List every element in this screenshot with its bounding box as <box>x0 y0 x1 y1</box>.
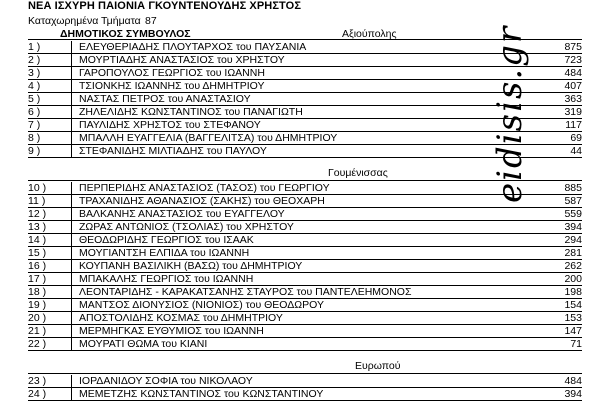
column-divider <box>71 221 72 233</box>
vote-count: 71 <box>570 338 582 350</box>
party-title: ΝΕΑ ΙΣΧΥΡΗ ΠΑΙΟΝΙΑ ΓΚΟΥΝΤΕΝΟΥΔΗΣ ΧΡΗΣΤΟΣ <box>28 0 302 12</box>
column-divider <box>71 41 72 53</box>
column-divider <box>71 145 72 157</box>
candidate-name: ΜΠΑΛΛΗ ΕΥΑΓΓΕΛΙΑ (ΒΑΓΓΕΛΙΤΣΑ) του ΔΗΜΗΤΡΙΟΥ <box>79 132 338 144</box>
column-divider <box>71 54 72 66</box>
column-divider <box>71 273 72 285</box>
column-divider <box>71 234 72 246</box>
row-number: 19 ) <box>28 299 47 311</box>
candidate-name: ΒΑΛΚΑΝΗΣ ΑΝΑΣΤΑΣΙΟΣ του ΕΥΑΓΓΕΛΟΥ <box>79 208 285 220</box>
column-divider <box>71 247 72 259</box>
vote-count: 198 <box>564 286 582 298</box>
row-number: 2 ) <box>28 54 41 66</box>
row-number: 21 ) <box>28 325 47 337</box>
table-row <box>28 388 582 401</box>
vote-count: 885 <box>564 182 582 194</box>
column-header: ΔΗΜΟΤΙΚΟΣ ΣΥΜΒΟΥΛΟΣ <box>60 28 191 40</box>
column-divider <box>71 260 72 272</box>
row-number: 14 ) <box>28 234 47 246</box>
table-row <box>28 208 582 221</box>
column-divider <box>71 208 72 220</box>
candidate-name: ΜΟΥΓΙΑΝΤΣΗ ΕΛΠΙΔΑ του ΙΩΑΝΝΗ <box>79 247 250 259</box>
column-divider <box>71 388 72 400</box>
vote-count: 281 <box>564 247 582 259</box>
vote-count: 294 <box>564 234 582 246</box>
row-number: 16 ) <box>28 260 47 272</box>
vote-count: 200 <box>564 273 582 285</box>
table-row <box>28 312 582 325</box>
vote-count: 484 <box>564 375 582 387</box>
column-divider <box>71 375 72 387</box>
candidate-name: ΑΠΟΣΤΟΛΙΔΗΣ ΚΟΣΜΑΣ του ΔΗΜΗΤΡΙΟΥ <box>79 312 283 324</box>
vote-count: 559 <box>564 208 582 220</box>
section-divider <box>28 373 582 374</box>
row-number: 5 ) <box>28 93 41 105</box>
municipality-heading-goumenissa: Γουμένισσας <box>328 167 388 179</box>
row-number: 23 ) <box>28 375 47 387</box>
registered-sections-line <box>28 15 157 27</box>
candidate-name: ΖΩΡΑΣ ΑΝΤΩΝΙΟΣ (ΤΣΟΛΙΑΣ) του ΧΡΗΣΤΟΥ <box>79 221 294 233</box>
vote-count: 484 <box>564 67 582 79</box>
table-row <box>28 247 582 260</box>
column-divider <box>71 286 72 298</box>
column-divider <box>71 67 72 79</box>
municipality-heading-evropos: Ευρωπού <box>355 360 401 372</box>
row-number: 18 ) <box>28 286 47 298</box>
column-divider <box>71 325 72 337</box>
candidate-name: ΘΕΟΔΩΡΙΔΗΣ ΓΕΩΡΓΙΟΣ του ΙΣΑΑΚ <box>79 234 254 246</box>
table-row <box>28 286 582 299</box>
vote-count: 154 <box>564 299 582 311</box>
candidate-name: ΖΗΛΕΛΙΔΗΣ ΚΩΝΣΤΑΝΤΙΝΟΣ του ΠΑΝΑΓΙΩΤΗ <box>79 106 303 118</box>
row-number: 3 ) <box>28 67 41 79</box>
table-row <box>28 260 582 273</box>
row-number: 4 ) <box>28 80 41 92</box>
vote-count: 407 <box>564 80 582 92</box>
table-row <box>28 273 582 286</box>
row-number: 9 ) <box>28 145 41 157</box>
table-row <box>28 234 582 247</box>
column-divider <box>71 299 72 311</box>
column-divider <box>71 119 72 131</box>
vote-count: 319 <box>564 106 582 118</box>
vote-count: 117 <box>565 119 582 131</box>
candidate-name: ΛΕΟΝΤΑΡΙΔΗΣ - ΚΑΡΑΚΑΤΣΑΝΗΣ ΣΤΑΥΡΟΣ του ΠΑΝΤΕΛΕΗΜΟΝΟΣ <box>79 286 412 298</box>
candidate-name: ΜΠΑΚΑΛΗΣ ΓΕΩΡΓΙΟΣ του ΙΩΑΝΝΗ <box>79 273 254 285</box>
row-number: 12 ) <box>28 208 47 220</box>
candidate-name: ΚΟΥΠΑΝΗ ΒΑΣΙΛΙΚΗ (ΒΑΣΩ) του ΔΗΜΗΤΡΙΟΥ <box>79 260 303 272</box>
vote-count: 147 <box>564 325 582 337</box>
row-number: 6 ) <box>28 106 41 118</box>
registered-sections-count: 87 <box>145 15 157 27</box>
row-number: 11 ) <box>28 195 46 207</box>
candidate-name: ΜΟΥΡΑΤΙ ΘΩΜΑ του ΚΙΑΝΙ <box>79 338 208 350</box>
row-number: 1 ) <box>28 41 41 53</box>
registered-sections-label: Καταχωρημένα Τμήματα <box>28 15 141 27</box>
candidate-name: ΜΕΡΜΗΓΚΑΣ ΕΥΘΥΜΙΟΣ του ΙΩΑΝΝΗ <box>79 325 264 337</box>
row-number: 8 ) <box>28 132 41 144</box>
column-divider <box>71 195 72 207</box>
candidate-name: ΠΑΥΛΙΔΗΣ ΧΡΗΣΤΟΣ του ΣΤΕΦΑΝΟΥ <box>79 119 261 131</box>
column-divider <box>71 132 72 144</box>
vote-count: 44 <box>570 145 582 157</box>
candidate-name: ΜΕΜΕΤΖΗΣ ΚΩΝΣΤΑΝΤΙΝΟΣ του ΚΩΝΣΤΑΝΤΙΝΟΥ <box>79 388 324 400</box>
row-number: 17 ) <box>28 273 47 285</box>
row-number: 24 ) <box>28 388 47 400</box>
column-divider <box>71 312 72 324</box>
candidate-name: ΜΑΝΤΣΟΣ ΔΙΟΝΥΣΙΟΣ (ΝΙΟΝΙΟΣ) του ΘΕΟΔΩΡΟΥ <box>79 299 324 311</box>
vote-count: 262 <box>564 260 582 272</box>
table-row <box>28 325 582 338</box>
vote-count: 394 <box>564 221 582 233</box>
row-number: 22 ) <box>28 338 47 350</box>
column-divider <box>71 338 72 350</box>
column-divider <box>71 80 72 92</box>
candidate-name: ΤΡΑΧΑΝΙΔΗΣ ΑΘΑΝΑΣΙΟΣ (ΣΑΚΗΣ) του ΘΕΟΧΑΡΗ <box>79 195 325 207</box>
candidate-name: ΙΟΡΔΑΝΙΔΟΥ ΣΟΦΙΑ του ΝΙΚΟΛΑΟΥ <box>79 375 253 387</box>
row-number: 10 ) <box>28 182 47 194</box>
column-divider <box>71 182 72 194</box>
watermark-logo: eidisis.gr <box>490 24 530 203</box>
municipality-heading-axioupolis: Αξιούπολης <box>342 28 397 40</box>
vote-count: 363 <box>564 93 582 105</box>
candidate-name: ΠΕΡΠΕΡΙΔΗΣ ΑΝΑΣΤΑΣΙΟΣ (ΤΑΣΟΣ) του ΓΕΩΡΓΙΟΥ <box>79 182 330 194</box>
candidate-name: ΝΑΣΤΑΣ ΠΕΤΡΟΣ του ΑΝΑΣΤΑΣΙΟΥ <box>79 93 251 105</box>
vote-count: 875 <box>564 41 582 53</box>
vote-count: 69 <box>570 132 582 144</box>
column-divider <box>71 93 72 105</box>
vote-count: 723 <box>564 54 582 66</box>
column-divider <box>71 106 72 118</box>
candidate-name: ΜΟΥΡΤΙΑΔΗΣ ΑΝΑΣΤΑΣΙΟΣ του ΧΡΗΣΤΟΥ <box>79 54 285 66</box>
row-number: 7 ) <box>28 119 41 131</box>
table-row <box>28 299 582 312</box>
candidate-name: ΕΛΕΥΘΕΡΙΑΔΗΣ ΠΛΟΥΤΑΡΧΟΣ του ΠΑΥΣΑΝΙΑ <box>79 41 307 53</box>
row-number: 20 ) <box>28 312 47 324</box>
vote-count: 394 <box>564 388 582 400</box>
vote-count: 587 <box>564 195 582 207</box>
row-number: 15 ) <box>28 247 47 259</box>
vote-count: 153 <box>564 312 582 324</box>
candidate-name: ΤΣΙΟΝΚΗΣ ΙΩΑΝΝΗΣ του ΔΗΜΗΤΡΙΟΥ <box>79 80 265 92</box>
candidate-name: ΣΤΕΦΑΝΙΔΗΣ ΜΙΛΤΙΑΔΗΣ του ΠΑΥΛΟΥ <box>79 145 267 157</box>
table-row <box>28 375 582 388</box>
candidate-name: ΓΑΡΟΠΟΥΛΟΣ ΓΕΩΡΓΙΟΣ του ΙΩΑΝΝΗ <box>79 67 265 79</box>
table-row <box>28 221 582 234</box>
row-number: 13 ) <box>28 221 47 233</box>
table-row <box>28 338 582 351</box>
